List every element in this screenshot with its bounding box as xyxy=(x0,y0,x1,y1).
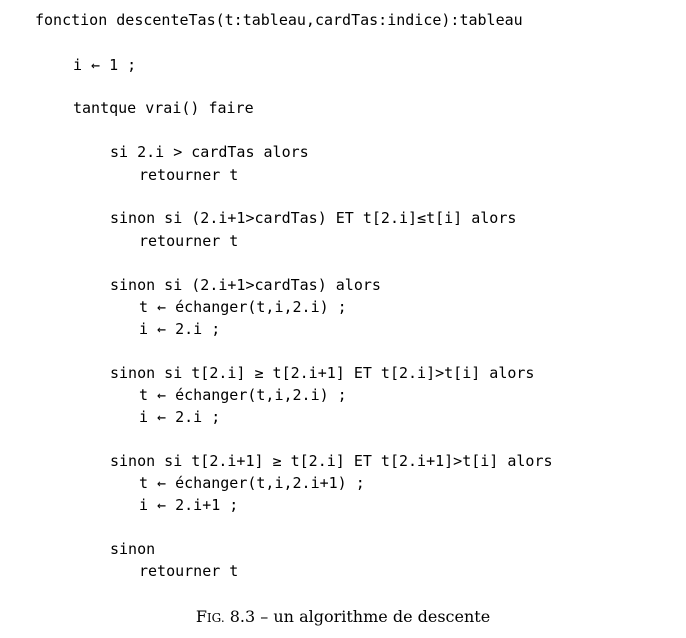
elseif-line-2: sinon si (2.i+1>cardTas) ET t[2.i]≤t[i] alors xyxy=(110,209,517,227)
else-line: sinon xyxy=(110,540,156,558)
elseif-line-4: sinon si t[2.i] ≥ t[2.i+1] ET t[2.i]>t[i] alors xyxy=(110,364,535,382)
caption-label-rest: IG. xyxy=(206,611,225,625)
swap-line-3: t ← échanger(t,i,2.i) ; xyxy=(139,298,347,316)
return-line-6: retourner t xyxy=(139,562,239,580)
assign-line-3: i ← 2.i ; xyxy=(139,320,221,338)
swap-line-5: t ← échanger(t,i,2.i+1) ; xyxy=(139,474,365,492)
init-line: i ← 1 ; xyxy=(73,56,137,74)
elseif-line-3: sinon si (2.i+1>cardTas) alors xyxy=(110,276,381,294)
function-signature: fonction descenteTas(t:tableau,cardTas:indice):tableau xyxy=(35,11,523,29)
swap-line-4: t ← échanger(t,i,2.i) ; xyxy=(139,386,347,404)
figure-caption xyxy=(0,607,686,628)
assign-line-5: i ← 2.i+1 ; xyxy=(139,496,239,514)
assign-line-4: i ← 2.i ; xyxy=(139,408,221,426)
caption-number: 8.3 xyxy=(229,607,256,626)
if-line-1: si 2.i > cardTas alors xyxy=(110,143,309,161)
return-line-2: retourner t xyxy=(139,232,239,250)
return-line-1: retourner t xyxy=(139,166,239,184)
elseif-line-5: sinon si t[2.i+1] ≥ t[2.i] ET t[2.i+1]>t[i] alors xyxy=(110,452,553,470)
while-line: tantque vrai() faire xyxy=(73,99,254,117)
caption-text: un algorithme de descente xyxy=(273,607,491,626)
caption-label-first: F xyxy=(195,607,207,626)
caption-separator: – xyxy=(260,607,269,626)
